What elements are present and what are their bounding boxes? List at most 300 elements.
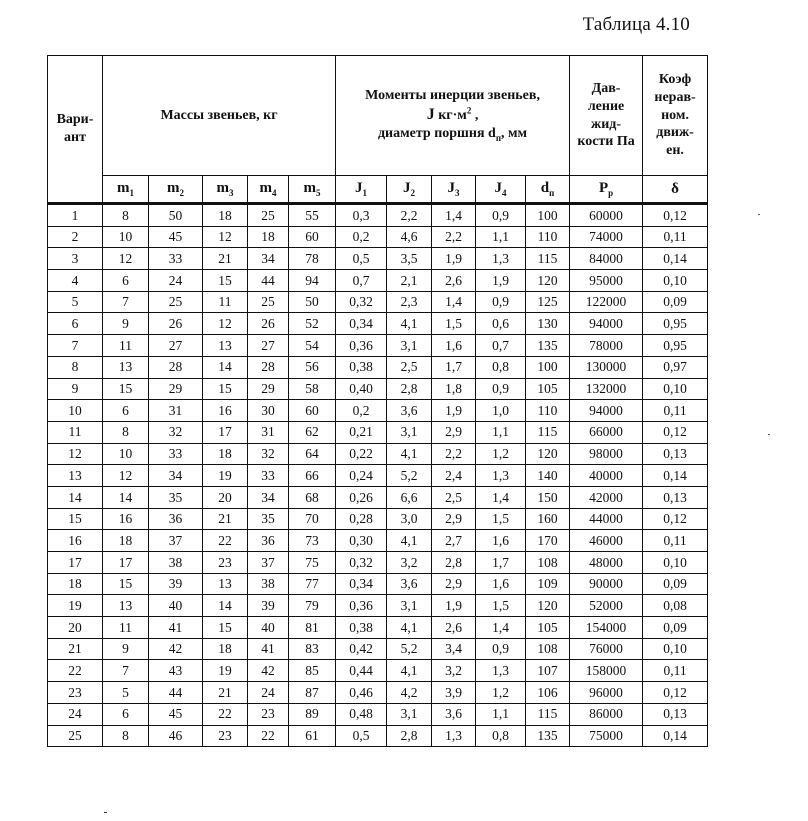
table-cell: 18 (203, 638, 248, 660)
table-row (48, 335, 708, 357)
header-moments-j: J (426, 105, 435, 123)
table-row (48, 486, 708, 508)
table-cell: 74000 (570, 226, 643, 248)
header-symbol-sub: 5 (316, 188, 321, 198)
table-cell: 0,30 (336, 530, 387, 552)
table-cell: 33 (149, 248, 203, 270)
table-cell: 44 (248, 270, 289, 292)
table-cell: 15 (103, 573, 149, 595)
header-moments-line3 (336, 125, 569, 144)
table-cell: 130000 (570, 356, 643, 378)
table-cell: 1,3 (476, 248, 526, 270)
table-cell: 52 (289, 313, 336, 335)
table-row (48, 248, 708, 270)
table-cell: 1,7 (432, 356, 476, 378)
table-cell: 1,1 (476, 226, 526, 248)
table-cell: 6,6 (387, 486, 432, 508)
table-cell: 132000 (570, 378, 643, 400)
table-cell: 16 (103, 508, 149, 530)
table-cell: 0,14 (643, 248, 708, 270)
table-cell: 0,6 (476, 313, 526, 335)
table-cell: 0,12 (643, 204, 708, 227)
header-symbol-sub: 1 (362, 188, 368, 198)
header-symbol-base: m (259, 180, 272, 196)
table-cell: 27 (149, 335, 203, 357)
table-cell: 4,6 (387, 226, 432, 248)
table-cell: 3,1 (387, 595, 432, 617)
table-cell: 130 (526, 313, 570, 335)
table-cell: 2,8 (387, 378, 432, 400)
table-cell: 160 (526, 508, 570, 530)
table-cell: 154000 (570, 617, 643, 639)
table-cell: 0,13 (643, 703, 708, 725)
table-cell: 108 (526, 552, 570, 574)
table-cell: 1,3 (432, 725, 476, 747)
table-cell: 110 (526, 226, 570, 248)
table-cell: 34 (149, 465, 203, 487)
table-cell: 120 (526, 595, 570, 617)
table-cell: 1,4 (432, 291, 476, 313)
table-cell: 83 (289, 638, 336, 660)
table-cell: 41 (248, 638, 289, 660)
table-cell: 22 (203, 703, 248, 725)
table-cell: 0,95 (643, 335, 708, 357)
table-cell: 0,9 (476, 204, 526, 227)
table-cell: 15 (203, 378, 248, 400)
data-table-container (47, 55, 707, 747)
header-symbol (289, 176, 336, 204)
table-cell: 1,6 (476, 573, 526, 595)
table-cell: 38 (149, 552, 203, 574)
table-cell: 135 (526, 335, 570, 357)
scan-speck (104, 812, 107, 813)
table-cell: 105 (526, 378, 570, 400)
table-cell: 0,38 (336, 356, 387, 378)
header-symbol-base: m (303, 180, 316, 196)
table-cell: 36 (149, 508, 203, 530)
table-cell: 1,6 (432, 335, 476, 357)
header-moments-line1: Моменты инерции звеньев, (365, 87, 540, 103)
table-cell: 120 (526, 270, 570, 292)
table-cell: 0,32 (336, 291, 387, 313)
table-cell: 27 (248, 335, 289, 357)
header-symbol (336, 176, 387, 204)
variant-number-cell: 1 (48, 204, 103, 227)
table-cell: 0,10 (643, 552, 708, 574)
table-cell: 6 (103, 270, 149, 292)
table-cell: 4,2 (387, 682, 432, 704)
header-symbol-base: J (355, 180, 363, 196)
table-row (48, 682, 708, 704)
table-body (48, 204, 708, 747)
data-table (47, 55, 708, 747)
header-symbol-sub: 1 (129, 188, 134, 198)
table-cell: 11 (103, 617, 149, 639)
table-cell: 1,6 (476, 530, 526, 552)
table-cell: 25 (248, 291, 289, 313)
table-cell: 0,26 (336, 486, 387, 508)
table-cell: 2,9 (432, 508, 476, 530)
header-symbol-base: P (598, 180, 609, 196)
table-cell: 0,5 (336, 725, 387, 747)
header-moments-unit: кг·м (438, 107, 467, 123)
table-cell: 18 (103, 530, 149, 552)
table-cell: 90000 (570, 573, 643, 595)
table-cell: 3,4 (432, 638, 476, 660)
table-cell: 13 (203, 573, 248, 595)
table-cell: 110 (526, 400, 570, 422)
table-cell: 48000 (570, 552, 643, 574)
header-row-symbols (48, 176, 708, 204)
table-cell: 1,4 (432, 204, 476, 227)
table-row (48, 443, 708, 465)
variant-number-cell: 12 (48, 443, 103, 465)
table-cell: 0,24 (336, 465, 387, 487)
table-cell: 0,36 (336, 595, 387, 617)
header-symbol (149, 176, 203, 204)
table-cell: 5 (103, 682, 149, 704)
variant-number-cell: 19 (48, 595, 103, 617)
header-piston-sub: п (495, 132, 501, 143)
table-cell: 32 (149, 421, 203, 443)
variant-number-cell: 20 (48, 617, 103, 639)
table-row (48, 291, 708, 313)
table-cell: 58 (289, 378, 336, 400)
table-cell: 0,9 (476, 291, 526, 313)
table-cell: 1,9 (476, 270, 526, 292)
variant-number-cell: 17 (48, 552, 103, 574)
table-cell: 17 (103, 552, 149, 574)
table-cell: 34 (248, 248, 289, 270)
table-row (48, 725, 708, 747)
table-cell: 39 (149, 573, 203, 595)
header-symbol (432, 176, 476, 204)
table-cell: 2,5 (387, 356, 432, 378)
table-cell: 0,46 (336, 682, 387, 704)
table-cell: 21 (203, 508, 248, 530)
table-cell: 0,9 (476, 378, 526, 400)
table-cell: 0,44 (336, 660, 387, 682)
table-cell: 1,9 (432, 595, 476, 617)
table-cell: 75000 (570, 725, 643, 747)
table-cell: 5,2 (387, 638, 432, 660)
header-symbol (476, 176, 526, 204)
table-cell: 1,9 (432, 248, 476, 270)
table-cell: 0,97 (643, 356, 708, 378)
variant-number-cell: 7 (48, 335, 103, 357)
table-cell: 81 (289, 617, 336, 639)
table-cell: 41 (149, 617, 203, 639)
scan-speck (768, 434, 770, 435)
table-cell: 19 (203, 465, 248, 487)
header-symbol (526, 176, 570, 204)
table-cell: 39 (248, 595, 289, 617)
table-cell: 0,7 (336, 270, 387, 292)
header-symbol-base: δ (671, 180, 679, 197)
table-cell: 30 (248, 400, 289, 422)
table-cell: 68 (289, 486, 336, 508)
header-symbol (570, 176, 643, 204)
table-cell: 2,2 (387, 204, 432, 227)
header-symbol-base: J (447, 180, 456, 196)
table-cell: 25 (149, 291, 203, 313)
table-cell: 158000 (570, 660, 643, 682)
table-cell: 33 (248, 465, 289, 487)
table-cell: 89 (289, 703, 336, 725)
table-cell: 14 (203, 356, 248, 378)
table-cell: 0,09 (643, 573, 708, 595)
table-cell: 84000 (570, 248, 643, 270)
table-cell: 26 (248, 313, 289, 335)
table-cell: 120 (526, 443, 570, 465)
table-row (48, 226, 708, 248)
table-cell: 66000 (570, 421, 643, 443)
table-cell: 21 (203, 248, 248, 270)
table-cell: 6 (103, 703, 149, 725)
table-cell: 2,9 (432, 421, 476, 443)
table-cell: 46000 (570, 530, 643, 552)
variant-number-cell: 14 (48, 486, 103, 508)
table-cell: 0,34 (336, 313, 387, 335)
table-cell: 1,2 (476, 443, 526, 465)
header-symbol (387, 176, 432, 204)
table-cell: 13 (103, 595, 149, 617)
table-cell: 0,28 (336, 508, 387, 530)
table-cell: 11 (203, 291, 248, 313)
table-cell: 60 (289, 400, 336, 422)
table-cell: 95000 (570, 270, 643, 292)
table-cell: 36 (248, 530, 289, 552)
table-cell: 1,3 (476, 660, 526, 682)
table-cell: 0,48 (336, 703, 387, 725)
table-cell: 115 (526, 421, 570, 443)
table-cell: 6 (103, 400, 149, 422)
table-row (48, 595, 708, 617)
table-cell: 0,14 (643, 465, 708, 487)
header-symbol-sub: 4 (272, 188, 277, 198)
table-cell: 55 (289, 204, 336, 227)
variant-number-cell: 5 (48, 291, 103, 313)
table-cell: 15 (103, 378, 149, 400)
table-cell: 0,11 (643, 530, 708, 552)
table-cell: 31 (248, 421, 289, 443)
table-cell: 0,10 (643, 270, 708, 292)
table-cell: 54 (289, 335, 336, 357)
table-cell: 0,38 (336, 617, 387, 639)
table-cell: 0,34 (336, 573, 387, 595)
table-cell: 94000 (570, 400, 643, 422)
table-cell: 21 (203, 682, 248, 704)
header-masses: Массы звеньев, кг (103, 56, 336, 176)
table-cell: 3,0 (387, 508, 432, 530)
table-cell: 40000 (570, 465, 643, 487)
table-cell: 60 (289, 226, 336, 248)
table-cell: 115 (526, 703, 570, 725)
header-row-titles (48, 56, 708, 176)
table-cell: 122000 (570, 291, 643, 313)
header-variant: Вари- ант (48, 56, 103, 204)
table-row (48, 313, 708, 335)
table-cell: 37 (149, 530, 203, 552)
table-cell: 0,11 (643, 660, 708, 682)
table-cell: 3,2 (432, 660, 476, 682)
header-moments-unit-sup: 2 (466, 104, 472, 115)
table-cell: 0,32 (336, 552, 387, 574)
table-cell: 2,8 (432, 552, 476, 574)
header-piston-unit: , мм (501, 126, 528, 142)
table-cell: 42 (248, 660, 289, 682)
table-row (48, 508, 708, 530)
table-cell: 94000 (570, 313, 643, 335)
table-cell: 40 (149, 595, 203, 617)
table-cell: 8 (103, 725, 149, 747)
table-cell: 0,8 (476, 356, 526, 378)
table-cell: 22 (248, 725, 289, 747)
table-cell: 23 (203, 552, 248, 574)
table-cell: 33 (149, 443, 203, 465)
table-cell: 15 (203, 617, 248, 639)
table-cell: 34 (248, 486, 289, 508)
header-symbol-base: m (216, 180, 229, 196)
table-cell: 42000 (570, 486, 643, 508)
table-cell: 140 (526, 465, 570, 487)
table-cell: 1,8 (432, 378, 476, 400)
table-row (48, 465, 708, 487)
header-coefficient: Коэф нерав- ном. движ- ен. (643, 56, 708, 176)
table-cell: 0,22 (336, 443, 387, 465)
table-cell: 109 (526, 573, 570, 595)
table-cell: 107 (526, 660, 570, 682)
table-cell: 24 (149, 270, 203, 292)
table-cell: 3,6 (387, 400, 432, 422)
table-cell: 8 (103, 204, 149, 227)
table-cell: 7 (103, 660, 149, 682)
table-cell: 78 (289, 248, 336, 270)
variant-number-cell: 21 (48, 638, 103, 660)
table-cell: 60000 (570, 204, 643, 227)
header-symbol-sub: 3 (229, 188, 234, 198)
table-cell: 18 (248, 226, 289, 248)
table-cell: 4,1 (387, 617, 432, 639)
header-symbol-base: m (167, 180, 180, 196)
header-symbol-base: d (540, 180, 550, 196)
table-cell: 0,8 (476, 725, 526, 747)
table-cell: 0,13 (643, 486, 708, 508)
table-cell: 3,6 (432, 703, 476, 725)
table-cell: 13 (103, 356, 149, 378)
table-row (48, 703, 708, 725)
table-cell: 170 (526, 530, 570, 552)
table-cell: 79 (289, 595, 336, 617)
header-piston-label: диаметр поршня d (377, 126, 496, 142)
header-symbol (643, 176, 708, 204)
table-cell: 0,2 (336, 226, 387, 248)
table-cell: 18 (203, 204, 248, 227)
table-cell: 35 (149, 486, 203, 508)
table-cell: 87 (289, 682, 336, 704)
table-cell: 0,10 (643, 638, 708, 660)
table-cell: 70 (289, 508, 336, 530)
table-cell: 0,5 (336, 248, 387, 270)
table-cell: 22 (203, 530, 248, 552)
table-cell: 9 (103, 638, 149, 660)
table-cell: 2,3 (387, 291, 432, 313)
table-cell: 1,5 (432, 313, 476, 335)
variant-number-cell: 11 (48, 421, 103, 443)
table-cell: 86000 (570, 703, 643, 725)
table-row (48, 378, 708, 400)
table-cell: 0,12 (643, 682, 708, 704)
header-symbol-sub: 3 (455, 188, 460, 198)
table-cell: 85 (289, 660, 336, 682)
table-cell: 0,11 (643, 226, 708, 248)
header-moments (336, 56, 570, 176)
table-cell: 106 (526, 682, 570, 704)
table-cell: 50 (289, 291, 336, 313)
table-cell: 0,12 (643, 508, 708, 530)
table-cell: 0,09 (643, 617, 708, 639)
table-cell: 10 (103, 226, 149, 248)
table-cell: 0,21 (336, 421, 387, 443)
table-row (48, 552, 708, 574)
table-cell: 44000 (570, 508, 643, 530)
table-cell: 2,6 (432, 270, 476, 292)
table-cell: 0,13 (643, 443, 708, 465)
table-cell: 0,42 (336, 638, 387, 660)
table-row (48, 530, 708, 552)
table-cell: 31 (149, 400, 203, 422)
table-cell: 98000 (570, 443, 643, 465)
header-symbol-sub: 2 (179, 188, 184, 198)
table-cell: 8 (103, 421, 149, 443)
table-cell: 25 (248, 204, 289, 227)
table-cell: 35 (248, 508, 289, 530)
table-cell: 125 (526, 291, 570, 313)
variant-number-cell: 16 (48, 530, 103, 552)
variant-number-cell: 8 (48, 356, 103, 378)
table-cell: 2,2 (432, 443, 476, 465)
table-cell: 62 (289, 421, 336, 443)
table-cell: 28 (149, 356, 203, 378)
table-cell: 24 (248, 682, 289, 704)
header-symbol (248, 176, 289, 204)
table-cell: 0,09 (643, 291, 708, 313)
table-cell: 2,1 (387, 270, 432, 292)
table-cell: 0,95 (643, 313, 708, 335)
table-cell: 61 (289, 725, 336, 747)
table-cell: 19 (203, 660, 248, 682)
table-cell: 1,5 (476, 508, 526, 530)
table-cell: 2,5 (432, 486, 476, 508)
table-cell: 2,7 (432, 530, 476, 552)
header-symbol (203, 176, 248, 204)
table-cell: 56 (289, 356, 336, 378)
table-cell: 78000 (570, 335, 643, 357)
table-cell: 29 (248, 378, 289, 400)
variant-number-cell: 10 (48, 400, 103, 422)
table-cell: 1,9 (432, 400, 476, 422)
table-cell: 40 (248, 617, 289, 639)
table-cell: 0,3 (336, 204, 387, 227)
table-cell: 3,2 (387, 552, 432, 574)
header-moments-line2: J $кг\cdot м^2$ , (426, 104, 479, 123)
scan-speck (758, 214, 760, 215)
table-cell: 2,2 (432, 226, 476, 248)
table-row (48, 617, 708, 639)
table-cell: 26 (149, 313, 203, 335)
table-cell: 14 (103, 486, 149, 508)
table-cell: 38 (248, 573, 289, 595)
